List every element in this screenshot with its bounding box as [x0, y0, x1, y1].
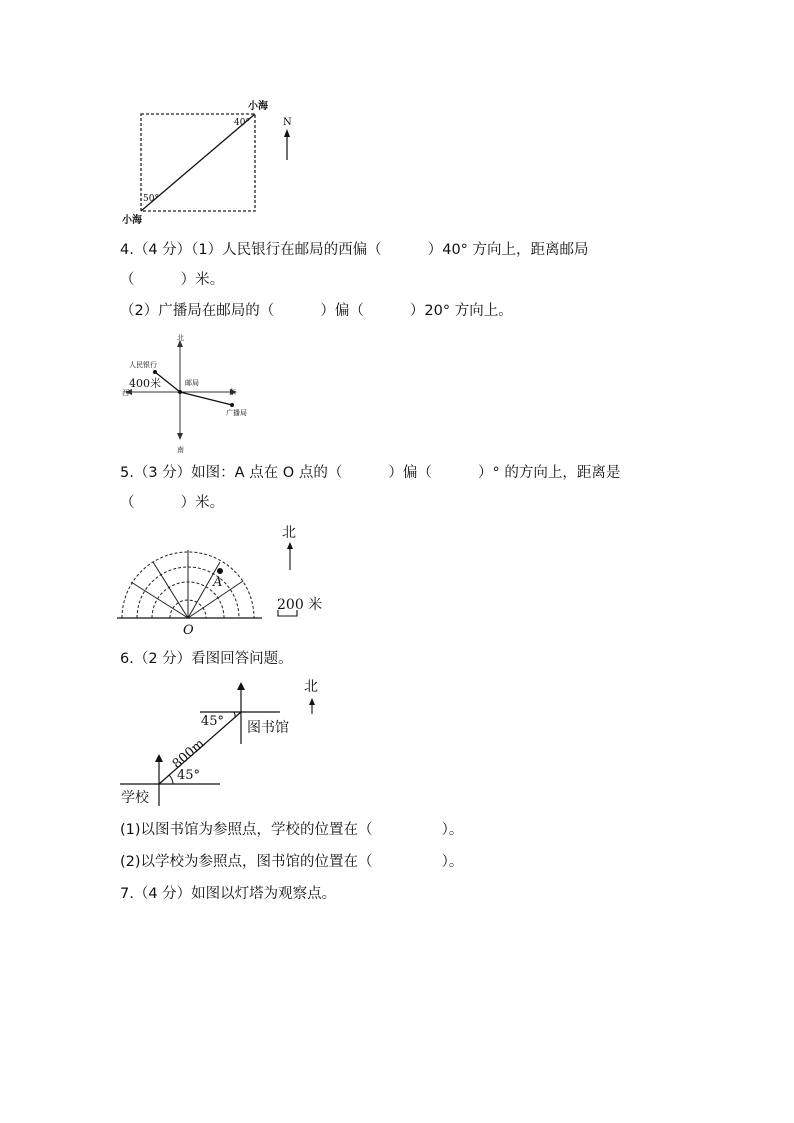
q5-line2: （ ）米。: [120, 495, 225, 511]
north-label: 北: [177, 334, 184, 342]
south-label: 南: [177, 446, 184, 454]
figure-polar-grid: [112, 518, 342, 640]
school-label: 学校: [121, 790, 149, 806]
north-label: N: [283, 117, 292, 128]
figure-post-office: [115, 330, 265, 455]
angle-bottom-label: 45°: [177, 768, 201, 783]
north-arrow-icon: [287, 542, 293, 549]
figure-rect-diagonal: [108, 92, 308, 232]
figure-school-library: [115, 676, 335, 812]
q4-line1: 4.（4 分）（1）人民银行在邮局的西偏（ ）40° 方向上，距离邮局: [120, 242, 589, 258]
north-label: 北: [304, 679, 318, 695]
north-arrow-icon: [237, 682, 245, 690]
west-label: 西: [122, 389, 129, 397]
point-a: [217, 568, 223, 574]
north-arrow-icon: [284, 129, 290, 137]
east-label: 东: [229, 388, 236, 396]
south-arrow-icon: [177, 433, 183, 440]
north-arrow-icon: [309, 698, 315, 705]
q4-line2: （ ）米。: [120, 272, 225, 288]
q6-sub1: (1)以图书馆为参照点，学校的位置在（ ）。: [120, 822, 464, 838]
distance-label: 800m: [169, 736, 208, 773]
angle-bottom: 50°: [143, 194, 159, 204]
q6-sub2: (2)以学校为参照点，图书馆的位置在（ ）。: [120, 854, 464, 870]
broadcast-point: [230, 403, 234, 407]
q7-title: 7.（4 分）如图以灯塔为观察点。: [120, 886, 337, 902]
post-office-point: [178, 390, 182, 394]
north-label: 北: [282, 525, 296, 541]
q4-line3: （2）广播局在邮局的（ ）偏（ ）20° 方向上。: [120, 303, 513, 319]
library-label: 图书馆: [247, 720, 289, 736]
scale-label: 200 米: [277, 597, 323, 613]
broadcast-label: 广播局: [226, 409, 247, 417]
bank-point: [153, 370, 157, 374]
origin-label: O: [183, 623, 194, 638]
angle-top-label: 45°: [201, 714, 225, 729]
q6-title: 6.（2 分）看图回答问题。: [120, 651, 293, 667]
angle-top: 40°: [234, 118, 250, 128]
post-office-label: 邮局: [185, 379, 199, 387]
bank-label: 人民银行: [129, 361, 157, 369]
q5-line1: 5.（3 分）如图：A 点在 O 点的（ ）偏（ ）° 的方向上，距离是: [120, 465, 621, 481]
point-a-label: A: [213, 575, 223, 590]
top-label: 小海: [248, 101, 268, 112]
north-arrow-icon: [155, 754, 163, 762]
bottom-label: 小海: [122, 215, 142, 226]
distance-label: 400米: [129, 377, 161, 390]
